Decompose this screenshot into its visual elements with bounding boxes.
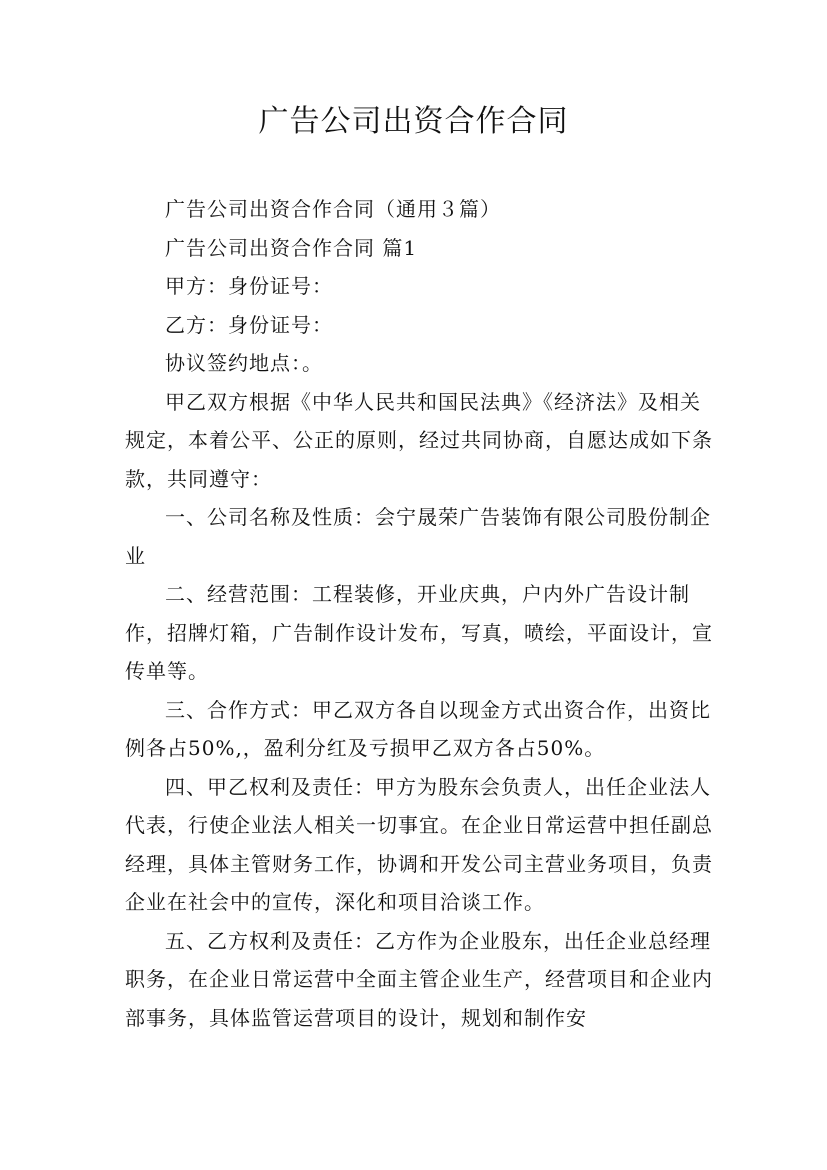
paragraph-clause-2: 二、经营范围：工程装修，开业庆典，户内外广告设计制作，招牌灯箱，广告制作设计发布，写真，喷绘，平面设计，宣传单等。 <box>125 582 713 683</box>
paragraph-preamble: 甲乙双方根据《中华人民共和国民法典》《经济法》及相关规定，本着公平、公正的原则，经过共同协商，自愿达成如下条款，共同遵守： <box>125 389 713 491</box>
document-body <box>125 190 715 1037</box>
paragraph-signing-location: 协议签约地点：。 <box>165 351 323 375</box>
paragraph-party-a: 甲方：身份证号： <box>165 274 333 298</box>
paragraph-clause-4: 四、甲乙权利及责任：甲方为股东会负责人，出任企业法人代表，行使企业法人相关一切事宜。在企业日常运营中担任副总经理，具体主管财务工作，协调和开发公司主营业务项目，负责企业在社会中的宣传，深化和项目洽谈工作。 <box>125 774 713 914</box>
paragraph-subtitle: 广告公司出资合作合同（通用３篇） <box>165 197 501 221</box>
document-title: 广告公司出资合作合同 <box>258 104 569 139</box>
paragraph-clause-1: 一、公司名称及性质：会宁晟荣广告装饰有限公司股份制企业 <box>125 505 711 568</box>
paragraph-party-b: 乙方：身份证号： <box>165 312 333 337</box>
paragraph-clause-3: 三、合作方式：甲乙双方各自以现金方式出资合作，出资比例各占50%,，盈利分红及亏损甲乙双方各占50%。 <box>125 697 711 760</box>
paragraph-clause-5: 五、乙方权利及责任：乙方作为企业股东，出任企业总经理职务，在企业日常运营中全面主管企业生产，经营项目和企业内部事务，具体监管运营项目的设计，规划和制作安 <box>125 928 713 1030</box>
paragraph-section-heading: 广告公司出资合作合同 篇1 <box>165 235 418 260</box>
